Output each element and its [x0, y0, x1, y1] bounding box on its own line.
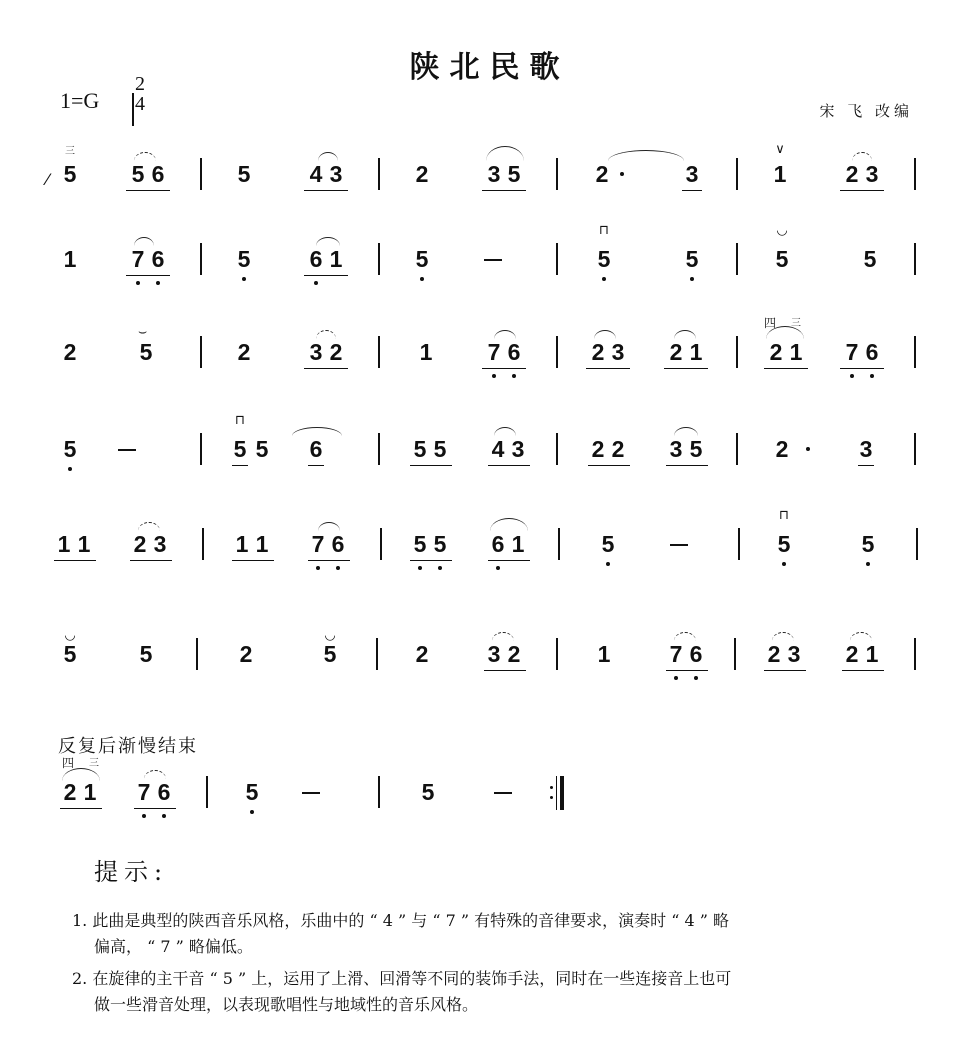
barline — [196, 638, 198, 670]
note: 4 — [309, 161, 323, 187]
note: 2 — [611, 436, 625, 462]
note: 5 — [775, 246, 789, 272]
hint-item-2: 2. 在旋律的主干音 “ 5 ” 上，运用了上滑、回滑等不同的装饰手法，同时在一些连接音上也可 — [72, 969, 732, 988]
note: 5 — [237, 161, 251, 187]
note-low: 5 — [58, 435, 82, 463]
note: 2 — [415, 641, 429, 667]
note: 3 — [787, 641, 801, 667]
underline — [764, 368, 808, 369]
underline — [54, 560, 96, 561]
note: 5 — [233, 436, 247, 462]
underline — [842, 670, 884, 671]
tie-icon — [608, 150, 684, 161]
note: 1 — [773, 161, 787, 187]
note: 5 — [413, 436, 427, 462]
note: 5 — [131, 161, 145, 187]
barline — [914, 433, 916, 465]
note: 1 — [77, 531, 91, 557]
underline — [682, 190, 702, 191]
note: 2 — [507, 641, 521, 667]
barline — [914, 158, 916, 190]
note: 1 — [83, 779, 97, 805]
barline — [200, 433, 202, 465]
note: 3 — [329, 161, 343, 187]
note-low: 7 — [306, 530, 330, 558]
hint-item-2-cont: 做一些滑音处理，以表现歌唱性与地域性的音乐风格。 — [94, 995, 479, 1014]
note-low: 6 — [304, 245, 328, 273]
note: 1 — [329, 246, 343, 272]
underline — [130, 560, 172, 561]
barline — [200, 158, 202, 190]
fingering-three-mark: 三 — [89, 758, 99, 769]
dash — [302, 792, 320, 794]
slide-up-icon: ⁄ — [46, 170, 49, 189]
note: 5 — [63, 161, 77, 187]
fingering-three-mark: 三 — [65, 146, 75, 157]
note-low: 7 — [840, 338, 864, 366]
return-slide-icon: ◡ — [324, 628, 336, 643]
song-title: 陕北民歌 — [409, 50, 570, 85]
note: 2 — [775, 436, 789, 462]
return-slide-icon: ◡ — [64, 628, 76, 643]
underline — [410, 465, 452, 466]
barline — [378, 336, 380, 368]
note-low: 7 — [482, 338, 506, 366]
barline — [556, 243, 558, 275]
barline — [376, 638, 378, 670]
barline — [736, 336, 738, 368]
underline — [304, 275, 348, 276]
return-slide-icon — [486, 146, 524, 161]
note: 2 — [237, 339, 251, 365]
note: 1 — [511, 531, 525, 557]
time-sig-divider — [132, 93, 134, 126]
hint-item-1: 1. 此曲是典型的陕西音乐风格，乐曲中的 “ 4 ” 与 “ 7 ” 有特殊的音律要求，演奏时 “ 4 ” 略 — [72, 911, 730, 930]
fingering-four-mark: 四 — [763, 316, 776, 330]
barline — [378, 243, 380, 275]
note: 2 — [63, 779, 77, 805]
underline — [488, 465, 530, 466]
score-line-4 — [0, 415, 979, 495]
score-line-3 — [0, 318, 979, 398]
note: 5 — [689, 436, 703, 462]
hint-item-1-cont: 偏高， “ 7 ” 略偏低。 — [94, 937, 253, 956]
note: 3 — [487, 161, 501, 187]
dash — [118, 449, 136, 451]
note: 3 — [685, 161, 699, 187]
barline — [378, 158, 380, 190]
note: 5 — [255, 436, 269, 462]
note: 2 — [845, 161, 859, 187]
note: 6 — [151, 161, 165, 187]
thick-barline — [560, 776, 564, 810]
barline — [558, 528, 560, 560]
underline — [482, 190, 526, 191]
note: 5 — [63, 641, 77, 667]
note: 1 — [419, 339, 433, 365]
note-low: 5 — [240, 778, 264, 806]
note-low: 5 — [428, 530, 452, 558]
barline — [736, 433, 738, 465]
repeat-dot — [550, 786, 553, 789]
barline — [556, 336, 558, 368]
underline — [586, 368, 630, 369]
note: 2 — [133, 531, 147, 557]
ending-instruction: 反复后渐慢结束 — [58, 736, 198, 757]
note: 2 — [63, 339, 77, 365]
note-low: 5 — [410, 245, 434, 273]
underline — [232, 560, 274, 561]
underline — [840, 190, 884, 191]
underline — [764, 670, 806, 671]
barline — [916, 528, 918, 560]
dash — [494, 792, 512, 794]
note-low: 6 — [326, 530, 350, 558]
dash — [484, 259, 502, 261]
barline — [556, 638, 558, 670]
score-line-2 — [0, 225, 979, 305]
down-bow-icon: ⊓ — [598, 223, 610, 238]
underline — [664, 368, 708, 369]
underline — [666, 670, 708, 671]
note: 3 — [669, 436, 683, 462]
note: 1 — [865, 641, 879, 667]
barline — [378, 433, 380, 465]
note: 1 — [789, 339, 803, 365]
hints-title: 提示: — [94, 858, 169, 886]
note-low: 6 — [860, 338, 884, 366]
underline — [410, 560, 452, 561]
down-bow-icon: ⊓ — [234, 413, 246, 428]
time-sig-top: 2 — [135, 73, 145, 95]
augmentation-dot — [806, 447, 810, 451]
note: 5 — [507, 161, 521, 187]
underline — [232, 465, 248, 466]
note: 1 — [689, 339, 703, 365]
repeat-dot — [550, 796, 553, 799]
note: 2 — [669, 339, 683, 365]
note: 4 — [491, 436, 505, 462]
underline — [484, 670, 526, 671]
note: 3 — [309, 339, 323, 365]
note: 6 — [309, 436, 323, 462]
score-line-6 — [0, 620, 979, 700]
slide-up-icon: ⌣ — [138, 324, 148, 340]
note-low: 6 — [684, 640, 708, 668]
dash — [670, 544, 688, 546]
note: 2 — [769, 339, 783, 365]
barline — [738, 528, 740, 560]
barline — [914, 638, 916, 670]
note: 3 — [487, 641, 501, 667]
underline — [666, 465, 708, 466]
underline — [304, 368, 348, 369]
note-low: 6 — [146, 245, 170, 273]
underline — [304, 190, 348, 191]
note: 5 — [433, 436, 447, 462]
breath-mark-icon: ∨ — [775, 142, 785, 157]
time-sig-bottom: 4 — [135, 93, 145, 115]
barline — [736, 158, 738, 190]
note: 1 — [57, 531, 71, 557]
note-low: 7 — [132, 778, 156, 806]
underline — [840, 368, 884, 369]
note: 1 — [63, 246, 77, 272]
barline — [200, 243, 202, 275]
key-signature: 1=G — [60, 88, 100, 113]
score-line-7 — [0, 758, 979, 838]
note: 1 — [235, 531, 249, 557]
note-low: 6 — [502, 338, 526, 366]
note-low: 6 — [486, 530, 510, 558]
barline — [556, 158, 558, 190]
note-low: 5 — [592, 245, 616, 273]
underline — [126, 190, 170, 191]
note-low: 5 — [856, 530, 880, 558]
note: 3 — [611, 339, 625, 365]
note: 2 — [767, 641, 781, 667]
note: 5 — [421, 779, 435, 805]
underline — [126, 275, 170, 276]
underline — [308, 465, 324, 466]
return-slide-icon: ◡ — [776, 223, 788, 238]
note: 2 — [845, 641, 859, 667]
note: 5 — [323, 641, 337, 667]
note-low: 7 — [126, 245, 150, 273]
underline — [134, 808, 176, 809]
fingering-three-mark: 三 — [791, 318, 801, 329]
note: 3 — [859, 436, 873, 462]
note-low: 5 — [772, 530, 796, 558]
arranger-credit: 宋 飞 改编 — [819, 102, 913, 120]
barline — [556, 433, 558, 465]
barline — [200, 336, 202, 368]
underline — [588, 465, 630, 466]
note: 2 — [591, 339, 605, 365]
underline — [60, 808, 102, 809]
barline — [378, 776, 380, 808]
note: 1 — [255, 531, 269, 557]
barline — [202, 528, 204, 560]
note: 3 — [153, 531, 167, 557]
barline — [206, 776, 208, 808]
barline — [736, 243, 738, 275]
note: 2 — [415, 161, 429, 187]
note: 5 — [139, 641, 153, 667]
note-low: 6 — [152, 778, 176, 806]
note-low: 5 — [232, 245, 256, 273]
down-bow-icon: ⊓ — [778, 508, 790, 523]
note: 5 — [863, 246, 877, 272]
fingering-four-mark: 四 — [61, 756, 74, 770]
underline — [482, 368, 526, 369]
thin-barline — [556, 776, 557, 810]
barline — [734, 638, 736, 670]
note: 3 — [865, 161, 879, 187]
augmentation-dot — [620, 172, 624, 176]
note: 1 — [597, 641, 611, 667]
note: 2 — [239, 641, 253, 667]
note: 2 — [591, 436, 605, 462]
barline — [380, 528, 382, 560]
note-low: 5 — [596, 530, 620, 558]
barline — [914, 243, 916, 275]
time-signature — [132, 74, 148, 114]
underline — [308, 560, 350, 561]
score-line-1 — [0, 140, 979, 220]
underline — [488, 560, 530, 561]
note: 3 — [511, 436, 525, 462]
note: 5 — [139, 339, 153, 365]
note-low: 5 — [408, 530, 432, 558]
barline — [914, 336, 916, 368]
note: 2 — [329, 339, 343, 365]
note-low: 5 — [680, 245, 704, 273]
score-line-5 — [0, 510, 979, 590]
underline — [858, 465, 874, 466]
note-low: 7 — [664, 640, 688, 668]
note: 2 — [595, 161, 609, 187]
